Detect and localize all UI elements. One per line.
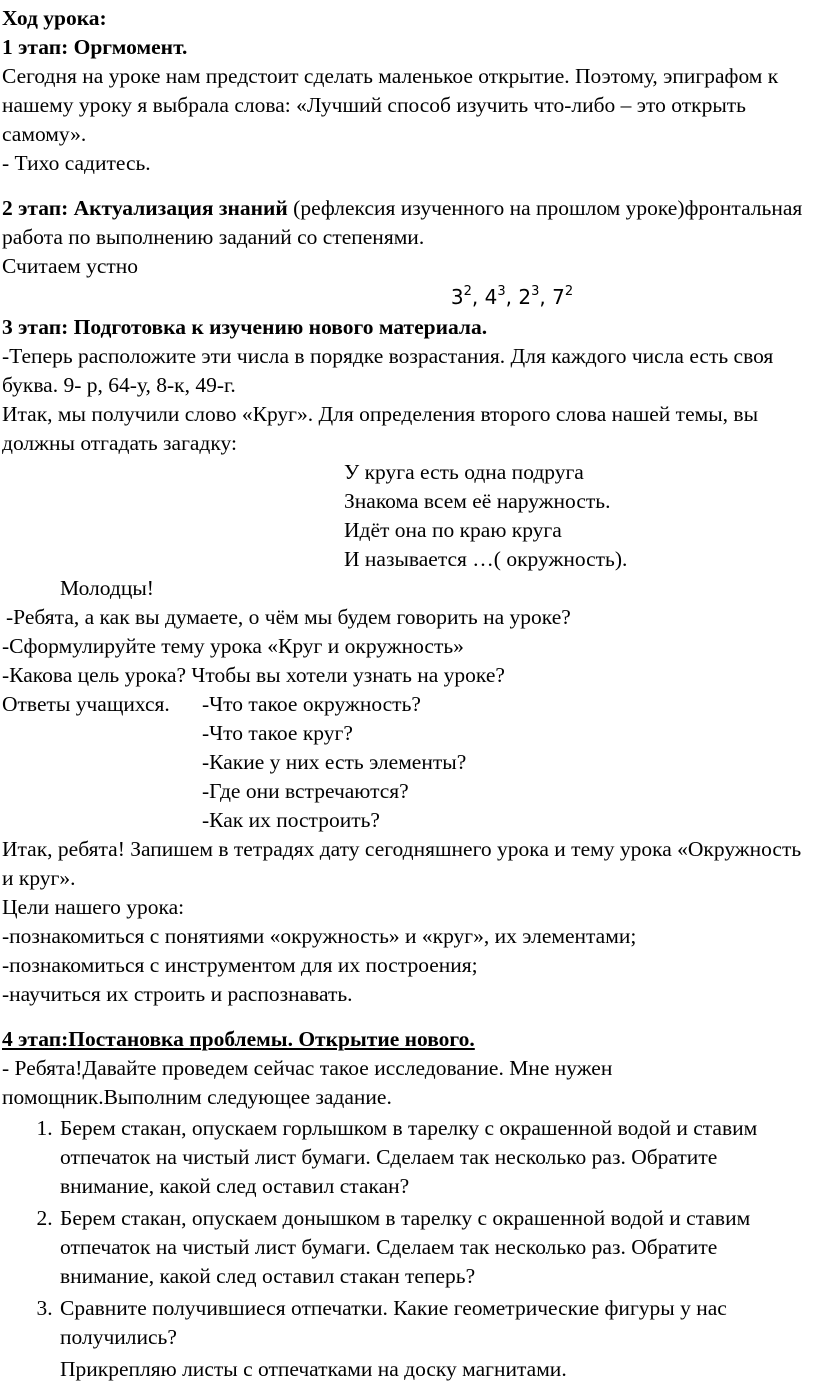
praise-text: Молодцы!: [60, 576, 154, 600]
power-item: $2^3$: [518, 284, 540, 309]
stage2-text: (рефлексия изученного на прошлом уроке)фронтальная работа по выполнению заданий со степенями.: [2, 196, 803, 249]
stage2-paragraph: [2, 194, 814, 252]
goals-title: Цели нашего урока:: [2, 895, 185, 919]
stage4-intro: - Ребята!Давайте проведем сейчас такое исследование. Мне нужен помощник.Выполним следующее задание.: [2, 1056, 613, 1109]
answer-item: -Какие у них есть элементы?: [202, 750, 467, 774]
stage2-line2: Считаем устно: [2, 254, 139, 278]
answers-lead: Ответы учащихся.: [2, 692, 170, 716]
stage3-p2: Итак, мы получили слово «Круг». Для определения второго слова нашей темы, вы должны отгадать загадку:: [2, 402, 759, 455]
student-answers: [2, 690, 814, 835]
poem-line: Идёт она по краю круга: [344, 518, 562, 542]
goal-item: -познакомиться с понятиями «окружность» и «круг», их элементами;: [2, 924, 637, 948]
stage2-heading: 2 этап: Актуализация знаний: [2, 196, 288, 220]
riddle-poem: [2, 458, 814, 574]
question-3: -Какова цель урока? Чтобы вы хотели узнать на уроке?: [2, 663, 505, 687]
stage1-heading: 1 этап: Оргмомент.: [2, 35, 188, 59]
step-item: 3. Сравните получившиеся отпечатки. Какие геометрические фигуры у нас получились?: [58, 1294, 814, 1352]
power-item: $4^3$: [484, 284, 506, 309]
stage3-p1: -Теперь расположите эти числа в порядке возрастания. Для каждого числа есть своя буква. 9- р, 64-у, 8-к, 49-г.: [2, 344, 774, 397]
goal-item: -научиться их строить и распознавать.: [2, 982, 353, 1006]
stage4-heading: 4 этап:Постановка проблемы. Открытие нового.: [2, 1027, 475, 1051]
stage1-text: Сегодня на уроке нам предстоит сделать маленькое открытие. Поэтому, эпиграфом к нашему уроку я выбрала слова: «Лучший способ изучить что-либо – это открыть самому».: [2, 64, 779, 146]
stage3-p3: Итак, ребята! Запишем в тетрадях дату сегодняшнего урока и тему урока «Окружность и круг».: [2, 837, 802, 890]
power-item: $3^2$: [450, 284, 472, 309]
step-item: 1. Берем стакан, опускаем горлышком в тарелку с окрашенной водой и ставим отпечаток на чистый лист бумаги. Сделаем так несколько раз. Обратите внимание, какой след оставил стакан?: [58, 1114, 814, 1201]
lesson-title: Ход урока:: [2, 6, 107, 30]
poem-line: И называется …( окружность).: [344, 547, 628, 571]
question-2: -Сформулируйте тему урока «Круг и окружность»: [2, 634, 464, 658]
powers-expression: $3^2$, $4^3$, $2^3$, $7^2$: [450, 284, 574, 309]
experiment-steps: [2, 1114, 814, 1352]
stage3-heading: 3 этап: Подготовка к изучению нового материала.: [2, 315, 488, 339]
step-item: 2. Берем стакан, опускаем донышком в тарелку с окрашенной водой и ставим отпечаток на чистый лист бумаги. Сделаем так несколько раз. Обратите внимание, какой след оставил стакан теперь?: [58, 1204, 814, 1291]
question-1: -Ребята, а как вы думаете, о чём мы будем говорить на уроке?: [6, 605, 571, 629]
answer-item: -Где они встречаются?: [202, 779, 409, 803]
goal-item: -познакомиться с инструментом для их построения;: [2, 953, 478, 977]
poem-line: Знакома всем её наружность.: [344, 489, 611, 513]
power-item: $7^2$: [552, 284, 574, 309]
stage1-line2: - Тихо садитесь.: [2, 151, 151, 175]
poem-line: У круга есть одна подруга: [344, 460, 584, 484]
answer-item: -Что такое круг?: [202, 721, 353, 745]
stage4-after: Прикрепляю листы с отпечатками на доску магнитами.: [60, 1357, 567, 1381]
answer-item: -Как их построить?: [202, 808, 380, 832]
answer-item: -Что такое окружность?: [202, 692, 421, 716]
